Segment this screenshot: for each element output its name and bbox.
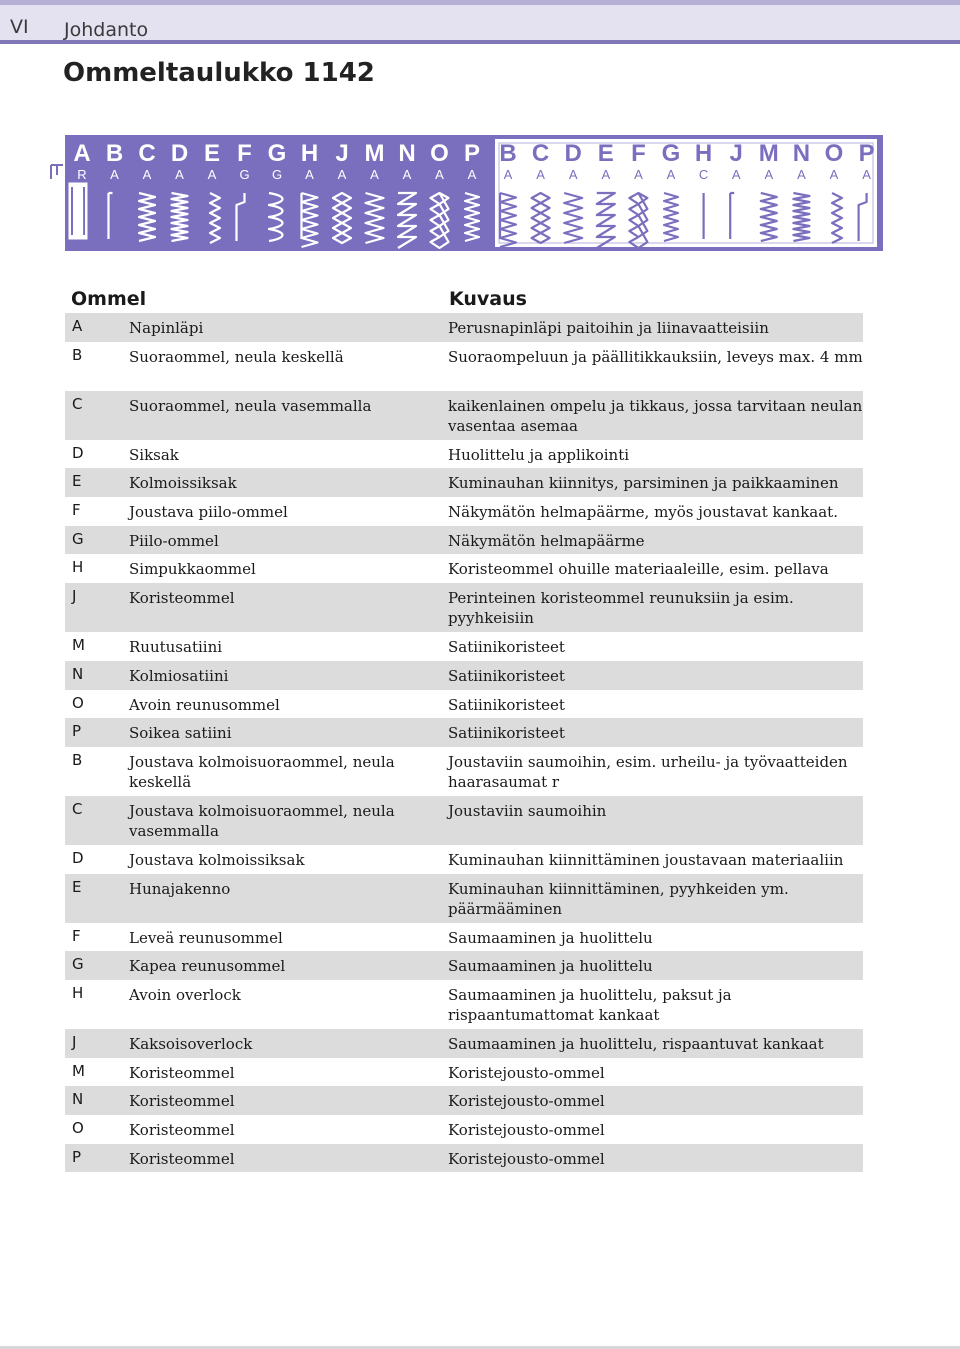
stitch-description: Kuminauhan kiinnitys, parsiminen ja paikkaaminen <box>448 474 839 493</box>
header-bar <box>0 0 960 44</box>
stitch-description: Joustaviin saumoihin <box>448 801 607 820</box>
stitch-letter: E <box>72 877 82 896</box>
stitch-name: Joustava piilo-ommel <box>129 503 288 522</box>
table-row <box>65 526 863 555</box>
stitch-description: Joustaviin saumoihin, esim. urheilu- ja työvaatteiden haarasaumat r <box>448 752 848 791</box>
stitch-letter-label: J <box>729 140 743 167</box>
stitch-letter: O <box>72 1119 84 1137</box>
presser-foot-label: A <box>337 167 347 182</box>
stitch-letter-label: P <box>463 140 481 167</box>
stitch-name: Avoin reunusommel <box>129 695 280 714</box>
presser-foot-label: A <box>536 167 545 182</box>
stitch-letter: C <box>72 799 83 818</box>
stitch-name: Koristeommel <box>129 1092 235 1111</box>
stitch-letter: F <box>72 926 81 945</box>
table-row <box>65 718 863 747</box>
stitch-letter-label: B <box>105 140 124 167</box>
stitch-name: Simpukkaommel <box>129 560 256 579</box>
presser-foot-label: A <box>305 167 314 182</box>
stitch-name: Joustava kolmoisuoraommel, neula keskellä <box>129 752 395 791</box>
header-stitch: Ommel <box>71 288 147 310</box>
stitch-letter: D <box>72 848 84 867</box>
table-row <box>65 632 863 661</box>
stitch-letter: M <box>72 1061 85 1080</box>
stitch-name: Soikea satiini <box>129 724 232 743</box>
stitch-panel-graphic <box>45 135 883 251</box>
presser-foot-label: A <box>467 167 477 182</box>
stitch-letter-label: B <box>499 140 517 167</box>
stitch-letter: H <box>72 983 84 1002</box>
presser-foot-label: C <box>698 167 709 182</box>
presser-foot-label: A <box>110 167 119 182</box>
presser-foot-label: A <box>435 167 444 182</box>
stitch-letter-label: F <box>631 140 646 167</box>
stitch-description: Saumaaminen ja huolittelu <box>448 928 653 947</box>
stitch-letter-label: O <box>824 140 844 167</box>
stitch-letter-label: C <box>531 140 550 167</box>
table-header <box>65 288 863 313</box>
table-row <box>65 690 863 719</box>
presser-foot-label: A <box>797 167 806 182</box>
stitch-description: Satiinikoristeet <box>448 666 565 685</box>
table-row <box>65 661 863 690</box>
stitch-letter: J <box>72 1032 77 1051</box>
presser-foot-label: A <box>568 167 578 182</box>
table-row <box>65 583 863 632</box>
presser-foot-label: A <box>142 167 152 182</box>
stitch-letter-label: D <box>170 140 189 167</box>
presser-foot-label: A <box>862 167 871 182</box>
stitch-name: Ruutusatiini <box>129 638 223 657</box>
stitch-letter: O <box>72 693 84 712</box>
table-row <box>65 796 863 845</box>
stitch-name: Koristeommel <box>129 1063 235 1082</box>
presser-foot-label: A <box>370 167 379 182</box>
table-row <box>65 391 863 440</box>
stitch-name: Kolmoissiksak <box>129 474 237 493</box>
stitch-description: Suoraompeluun ja päällitikkauksiin, leveys max. 4 mm <box>448 347 863 366</box>
table-row <box>65 747 863 796</box>
table-row <box>65 313 863 342</box>
presser-foot-label: A <box>634 167 643 182</box>
stitch-name: Suoraommel, neula vasemmalla <box>129 396 372 415</box>
stitch-name: Siksak <box>129 445 179 464</box>
stitch-name: Suoraommel, neula keskellä <box>129 347 344 366</box>
stitch-letter: F <box>72 501 81 520</box>
stitch-letter-label: N <box>792 140 811 167</box>
stitch-description: Satiinikoristeet <box>448 724 565 743</box>
stitch-letter: C <box>72 394 83 413</box>
stitch-description: Satiinikoristeet <box>448 695 565 714</box>
stitch-description: Huolittelu ja applikointi <box>448 445 630 464</box>
stitch-letter-label: A <box>73 140 91 167</box>
stitch-description: Koristejousto-ommel <box>448 1149 605 1168</box>
presser-foot-label: A <box>601 167 611 182</box>
panel-second-group-inner <box>499 143 873 243</box>
stitch-letter: J <box>72 587 77 606</box>
stitch-letter-label: C <box>138 140 156 167</box>
presser-foot-label: A <box>503 167 513 182</box>
stitch-name: Kolmiosatiini <box>129 666 229 685</box>
stitch-letter: B <box>72 750 83 769</box>
stitch-description: Koristeommel ohuille materiaaleille, esim. pellava <box>448 560 829 579</box>
presser-foot-label: A <box>764 167 774 182</box>
stitch-description: Näkymätön helmapäärme <box>448 531 645 550</box>
stitch-letter-label: H <box>300 140 319 167</box>
stitch-name: Koristeommel <box>129 1121 235 1139</box>
presser-foot-label: A <box>207 167 217 182</box>
stitch-name: Joustava kolmoissiksak <box>129 850 305 869</box>
stitch-letter: A <box>72 317 83 335</box>
presser-foot-label: G <box>239 167 250 182</box>
stitch-letter: P <box>72 722 82 741</box>
stitch-letter-label: P <box>858 140 875 167</box>
table-row <box>65 923 863 952</box>
stitch-letter: H <box>72 558 84 577</box>
stitch-letter-label: J <box>335 140 349 167</box>
stitch-description: Perusnapinläpi paitoihin ja liinavaatteisiin <box>448 319 769 337</box>
stitch-letter: P <box>72 1147 82 1166</box>
stitch-selector-panel <box>45 135 883 251</box>
section-title: Johdanto <box>64 19 149 41</box>
stitch-letter-label: D <box>564 140 582 167</box>
stitch-letter: M <box>72 636 85 655</box>
table-row <box>65 1058 863 1087</box>
stitch-name: Hunajakenno <box>129 879 231 898</box>
stitch-name: Kapea reunusommel <box>129 957 286 976</box>
stitch-letter-label: M <box>364 140 385 167</box>
stitch-letter-label: E <box>597 140 614 167</box>
stitch-description: Kuminauhan kiinnittäminen, pyyhkeiden ym. päärmääminen <box>448 879 789 918</box>
stitch-name: Napinläpi <box>129 319 204 337</box>
stitch-description: Koristejousto-ommel <box>448 1092 605 1111</box>
stitch-letter-label: G <box>267 140 287 167</box>
table-row <box>65 874 863 923</box>
stitch-letter-label: O <box>430 140 449 167</box>
presser-foot-label: A <box>402 167 412 182</box>
table-row <box>65 1086 863 1115</box>
stitch-letter: N <box>72 1090 84 1109</box>
presser-foot-label: R <box>77 167 87 182</box>
presser-foot-label: A <box>175 167 184 182</box>
header-description: Kuvaus <box>449 288 527 310</box>
table-row <box>65 1029 863 1058</box>
stitch-description: Näkymätön helmapäärme, myös joustavat kankaat. <box>448 503 838 522</box>
table-body <box>65 313 863 1172</box>
stitch-letter: E <box>72 472 82 491</box>
presser-foot-label: A <box>829 167 839 182</box>
presser-foot-label: G <box>271 167 283 182</box>
stitch-description: Koristejousto-ommel <box>448 1063 605 1082</box>
stitch-letter: D <box>72 443 84 462</box>
stitch-name: Piilo-ommel <box>129 531 219 550</box>
table-row <box>65 440 863 469</box>
stitch-letter-label: N <box>398 140 416 167</box>
stitch-name: Avoin overlock <box>129 985 241 1004</box>
stitch-letter-label: F <box>237 140 252 167</box>
stitch-letter-label: G <box>661 140 681 167</box>
stitch-name: Leveä reunusommel <box>129 928 283 947</box>
stitch-name: Koristeommel <box>129 589 235 608</box>
stitch-name: Koristeommel <box>129 1149 235 1168</box>
table-row <box>65 554 863 583</box>
presser-foot-label: A <box>666 167 676 182</box>
stitch-description: Kuminauhan kiinnittäminen joustavaan materiaaliin <box>448 850 844 869</box>
stitch-letter: G <box>72 955 84 974</box>
stitch-letter-label: H <box>694 140 713 167</box>
stitch-description: Saumaaminen ja huolittelu, rispaantuvat kankaat <box>448 1034 824 1053</box>
stitch-letter: G <box>72 529 84 548</box>
table-row <box>65 1115 863 1144</box>
table-row <box>65 951 863 980</box>
table-row <box>65 980 863 1029</box>
table-row <box>65 497 863 526</box>
table-row <box>65 1144 863 1173</box>
page-number: VI <box>10 16 29 38</box>
table-row <box>65 845 863 874</box>
stitch-description: Koristejousto-ommel <box>448 1121 605 1139</box>
stitch-description: Saumaaminen ja huolittelu <box>448 957 653 976</box>
stitch-letter: N <box>72 664 84 683</box>
stitch-letter-label: M <box>758 140 779 167</box>
stitch-description: kaikenlainen ompelu ja tikkaus, jossa tarvitaan neulan vasentaa asemaa <box>448 396 863 435</box>
stitch-description: Saumaaminen ja huolittelu, paksut ja rispaantumattomat kankaat <box>448 985 732 1024</box>
stitch-letter: B <box>72 345 83 364</box>
table-row <box>65 468 863 497</box>
table-row <box>65 342 863 391</box>
stitch-name: Joustava kolmoisuoraommel, neula vasemmalla <box>129 801 395 840</box>
page-title: Ommeltaulukko 1142 <box>63 58 375 88</box>
stitch-table <box>65 288 863 1172</box>
presser-foot-label: A <box>731 167 741 182</box>
stitch-description: Perinteinen koristeommel reunuksiin ja esim. pyyhkeisiin <box>448 589 794 628</box>
stitch-name: Kaksoisoverlock <box>129 1034 253 1053</box>
stitch-description: Satiinikoristeet <box>448 638 565 657</box>
stitch-letter-label: E <box>203 140 221 167</box>
